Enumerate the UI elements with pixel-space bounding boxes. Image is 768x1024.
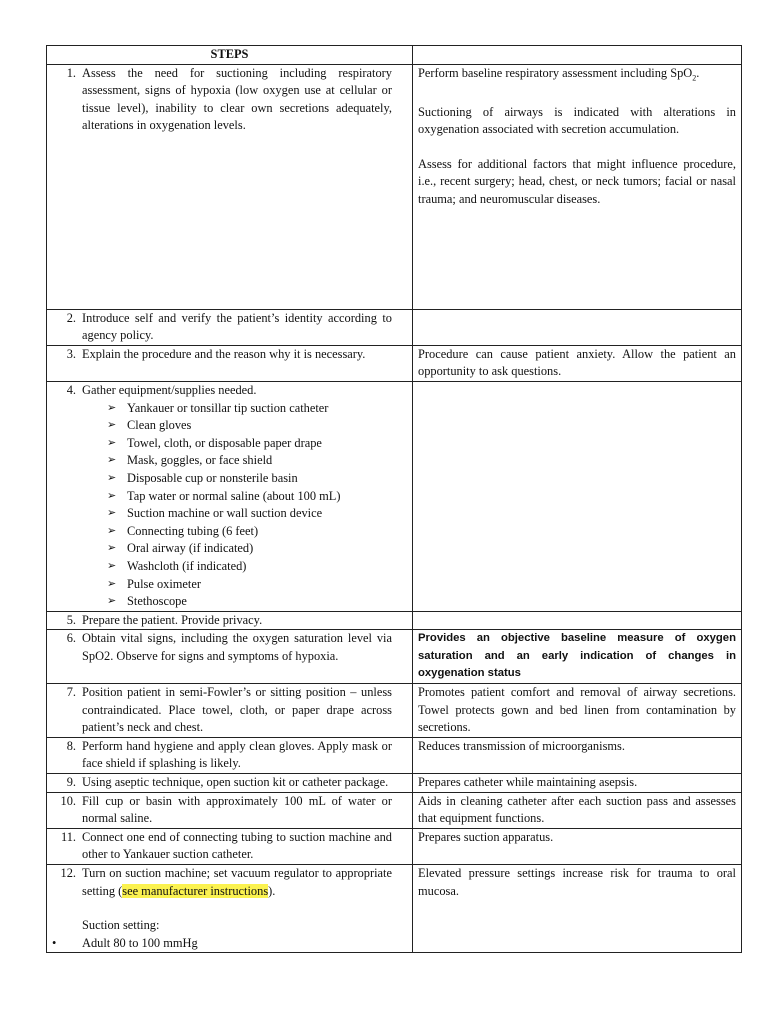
table-row [47,792,742,828]
step-number: 11. [60,829,76,844]
supplies-list [50,400,407,611]
table-row [47,64,742,309]
step-cell [47,630,413,684]
step-number: 5. [66,612,76,627]
table-row [47,828,742,864]
rationale-header [413,46,742,65]
step-number: 9. [66,775,76,790]
list-item: ➢ Pulse oximeter [107,576,407,594]
list-item: ➢ Towel, cloth, or disposable paper drape [107,435,407,453]
rationale-cell: Procedure can cause patient anxiety. Allow the patient an opportunity to ask questions. [413,345,742,381]
suction-setting-label: Suction setting: [82,918,160,933]
step-cell [47,64,413,309]
step-cell [47,828,413,864]
step-text: Gather equipment/supplies needed. [82,382,257,397]
table-row [47,774,742,793]
step-cell [47,774,413,793]
list-item: ➢ Suction machine or wall suction device [107,505,407,523]
list-item: ➢ Mask, goggles, or face shield [107,452,407,470]
rationale-cell [413,381,742,611]
step-text: Fill cup or basin with approximately 100 mL of water or normal saline. [82,793,392,826]
step-number: 4. [66,382,76,397]
step-text: Prepare the patient. Provide privacy. [82,612,263,627]
arrow-bullet-icon: ➢ [107,577,117,590]
arrow-bullet-icon: ➢ [107,401,117,414]
step-number: 8. [66,738,76,753]
list-item: ➢ Connecting tubing (6 feet) [107,523,407,541]
suction-setting-block [50,917,407,952]
rationale-cell [413,64,742,309]
rationale-cell: Aids in cleaning catheter after each suction pass and assesses that equipment functions. [413,792,742,828]
step-cell [47,381,413,611]
rationale-cell [413,611,742,630]
step-cell [47,792,413,828]
table-row [47,684,742,738]
arrow-bullet-icon: ➢ [107,507,117,520]
list-item: ➢ Yankauer or tonsillar tip suction catheter [107,400,407,418]
list-item: ➢ Washcloth (if indicated) [107,558,407,576]
step-text: Position patient in semi-Fowler’s or sitting position – unless contraindicated. Place towel, cloth, or paper drape across patient’s neck and chest. [82,685,392,735]
steps-header: STEPS [47,46,413,65]
arrow-bullet-icon: ➢ [107,542,117,555]
step-text: Turn on suction machine; set vacuum regulator to appropriate setting (see manufacturer instructions). [82,866,392,898]
step-text: Perform hand hygiene and apply clean gloves. Apply mask or face shield if splashing is likely. [82,738,392,771]
step-number: 3. [66,346,76,361]
arrow-bullet-icon: ➢ [107,419,117,432]
list-item: ➢ Disposable cup or nonsterile basin [107,470,407,488]
arrow-bullet-icon: ➢ [107,489,117,502]
step-cell [47,611,413,630]
table-row [47,309,742,345]
rationale-paragraph: Assess for additional factors that might influence procedure, i.e., recent surgery; head, chest, or neck tumors; facial or nasal trauma; and neuromuscular diseases. [418,156,736,207]
rationale-cell: Prepares suction apparatus. [413,828,742,864]
step-cell [47,309,413,345]
table-header-row [47,46,742,65]
rationale-cell: Reduces transmission of microorganisms. [413,737,742,773]
rationale-cell [413,309,742,345]
rationale-cell: Elevated pressure settings increase risk for trauma to oral mucosa. [413,865,742,953]
arrow-bullet-icon: ➢ [107,471,117,484]
step-number: 7. [66,685,76,700]
arrow-bullet-icon: ➢ [107,436,117,449]
step-number: 1. [66,65,76,80]
table-row [47,611,742,630]
table-row [47,630,742,684]
step-cell [47,737,413,773]
table-row [47,345,742,381]
procedure-table [46,45,742,953]
highlighted-text: see manufacturer instructions [122,883,269,898]
rationale-cell: Promotes patient comfort and removal of airway secretions. Towel protects gown and bed linen from contamination by secretions. [413,684,742,738]
rationale-paragraph: Perform baseline respiratory assessment including SpO$_2$. [418,65,700,83]
arrow-bullet-icon: ➢ [107,524,117,537]
step-cell [47,865,413,953]
table-row [47,865,742,953]
step-text: Explain the procedure and the reason why it is necessary. [82,346,366,361]
list-item: ➢ Stethoscope [107,593,407,611]
step-text: Connect one end of connecting tubing to suction machine and other to Yankauer suction catheter. [82,829,392,862]
step-cell [47,684,413,738]
suction-setting-item: • Adult 80 to 100 mmHg [82,935,407,953]
list-item: ➢ Clean gloves [107,417,407,435]
step-number: 10. [60,793,76,808]
step-text: Assess the need for suctioning including respiratory assessment, signs of hypoxia (low oxygen use at cellular or tissue level), inability to clear own secretions adequately, alterations in oxygenation levels. [82,65,392,133]
step-cell [47,345,413,381]
table-row [47,381,742,611]
step-text: Introduce self and verify the patient’s identity according to agency policy. [82,310,392,343]
step-number: 2. [66,310,76,325]
list-item: ➢ Oral airway (if indicated) [107,540,407,558]
rationale-cell: Provides an objective baseline measure of oxygen saturation and an early indication of changes in oxygenation status [413,630,742,684]
list-item: ➢ Tap water or normal saline (about 100 mL) [107,488,407,506]
rationale-paragraph: Suctioning of airways is indicated with alterations in oxygenation associated with secretion accumulation. [418,104,736,137]
step-text: Using aseptic technique, open suction kit or catheter package. [82,775,389,790]
step-number: 12. [60,866,76,880]
step-number: 6. [66,631,76,646]
rationale-cell: Prepares catheter while maintaining asepsis. [413,774,742,793]
bullet-icon: • [52,935,57,950]
arrow-bullet-icon: ➢ [107,595,117,608]
table-row [47,737,742,773]
step-text: Obtain vital signs, including the oxygen saturation level via SpO2. Observe for signs and symptoms of hypoxia. [82,631,392,663]
arrow-bullet-icon: ➢ [107,454,117,467]
arrow-bullet-icon: ➢ [107,559,117,572]
